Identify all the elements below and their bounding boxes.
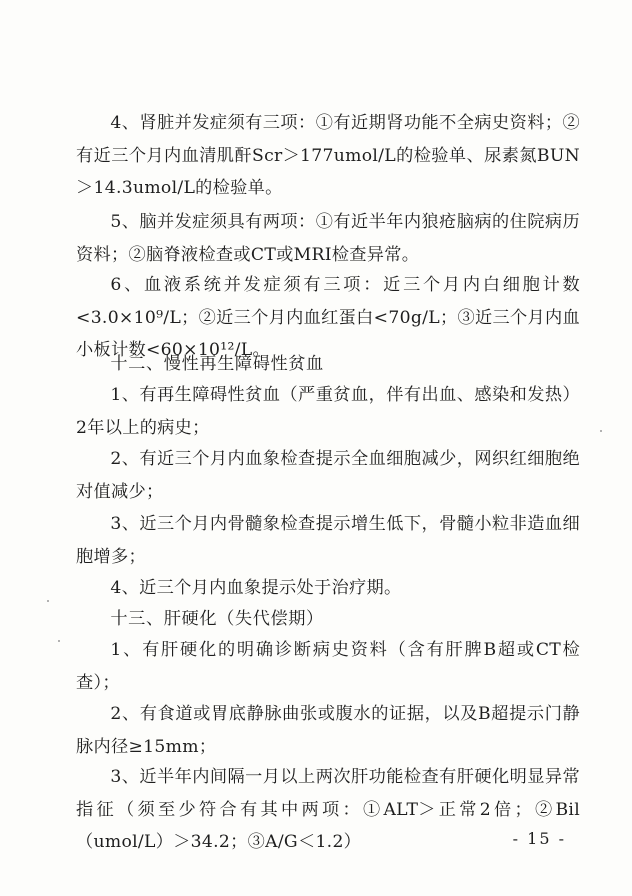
paragraph-anemia-item-4: 4、近三个月内血象提示处于治疗期。 [110, 578, 402, 598]
scan-speck [58, 640, 60, 642]
paragraph-cirrhosis-item-1: 1、有肝硬化的明确诊断病史资料（含有肝脾B超或CT检查）； [76, 640, 580, 693]
paragraph-brain-complications: 5、脑并发症须具有两项：①有近半年内狼疮脑病的住院病历资料；②脑脊液检查或CT或MRI检查异常。 [76, 212, 580, 265]
paragraph-anemia-item-3: 3、近三个月内骨髓象检查提示增生低下，骨髓小粒非造血细胞增多； [76, 514, 580, 567]
section-heading-aplastic-anemia: 十二、慢性再生障碍性贫血 [110, 354, 324, 374]
paragraph-cirrhosis-item-2: 2、有食道或胃底静脉曲张或腹水的证据，以及B超提示门静脉内径≥15mm； [76, 704, 580, 757]
paragraph-blood-complications: 6、血液系统并发症须有三项：近三个月内白细胞计数<3.0×10⁹/L；②近三个月内血红蛋白<70g/L；③近三个月内血小板计数<60×10¹²/L。 [76, 275, 580, 360]
section-heading-cirrhosis: 十三、肝硬化（失代偿期） [110, 609, 324, 629]
paragraph-anemia-item-1: 1、有再生障碍性贫血（严重贫血，伴有出血、感染和发热）2年以上的病史； [76, 385, 580, 438]
paragraph-renal-complications: 4、肾脏并发症须有三项：①有近期肾功能不全病史资料；②有近三个月内血清肌酐Scr＞177umol/L的检验单、尿素氮BUN＞14.3umol/L的检验单。 [76, 113, 580, 198]
paragraph-cirrhosis-item-3: 3、近半年内间隔一月以上两次肝功能检查有肝硬化明显异常指征（须至少符合有其中两项：①ALT＞正常2倍；②Bil（umol/L）＞34.2；③A/G＜1.2） [76, 767, 580, 852]
scan-speck [47, 600, 49, 602]
paragraph-anemia-item-2: 2、有近三个月内血象检查提示全血细胞减少，网织红细胞绝对值减少； [76, 449, 580, 502]
scan-speck [600, 430, 602, 432]
page-number: - 15 - [512, 829, 566, 848]
